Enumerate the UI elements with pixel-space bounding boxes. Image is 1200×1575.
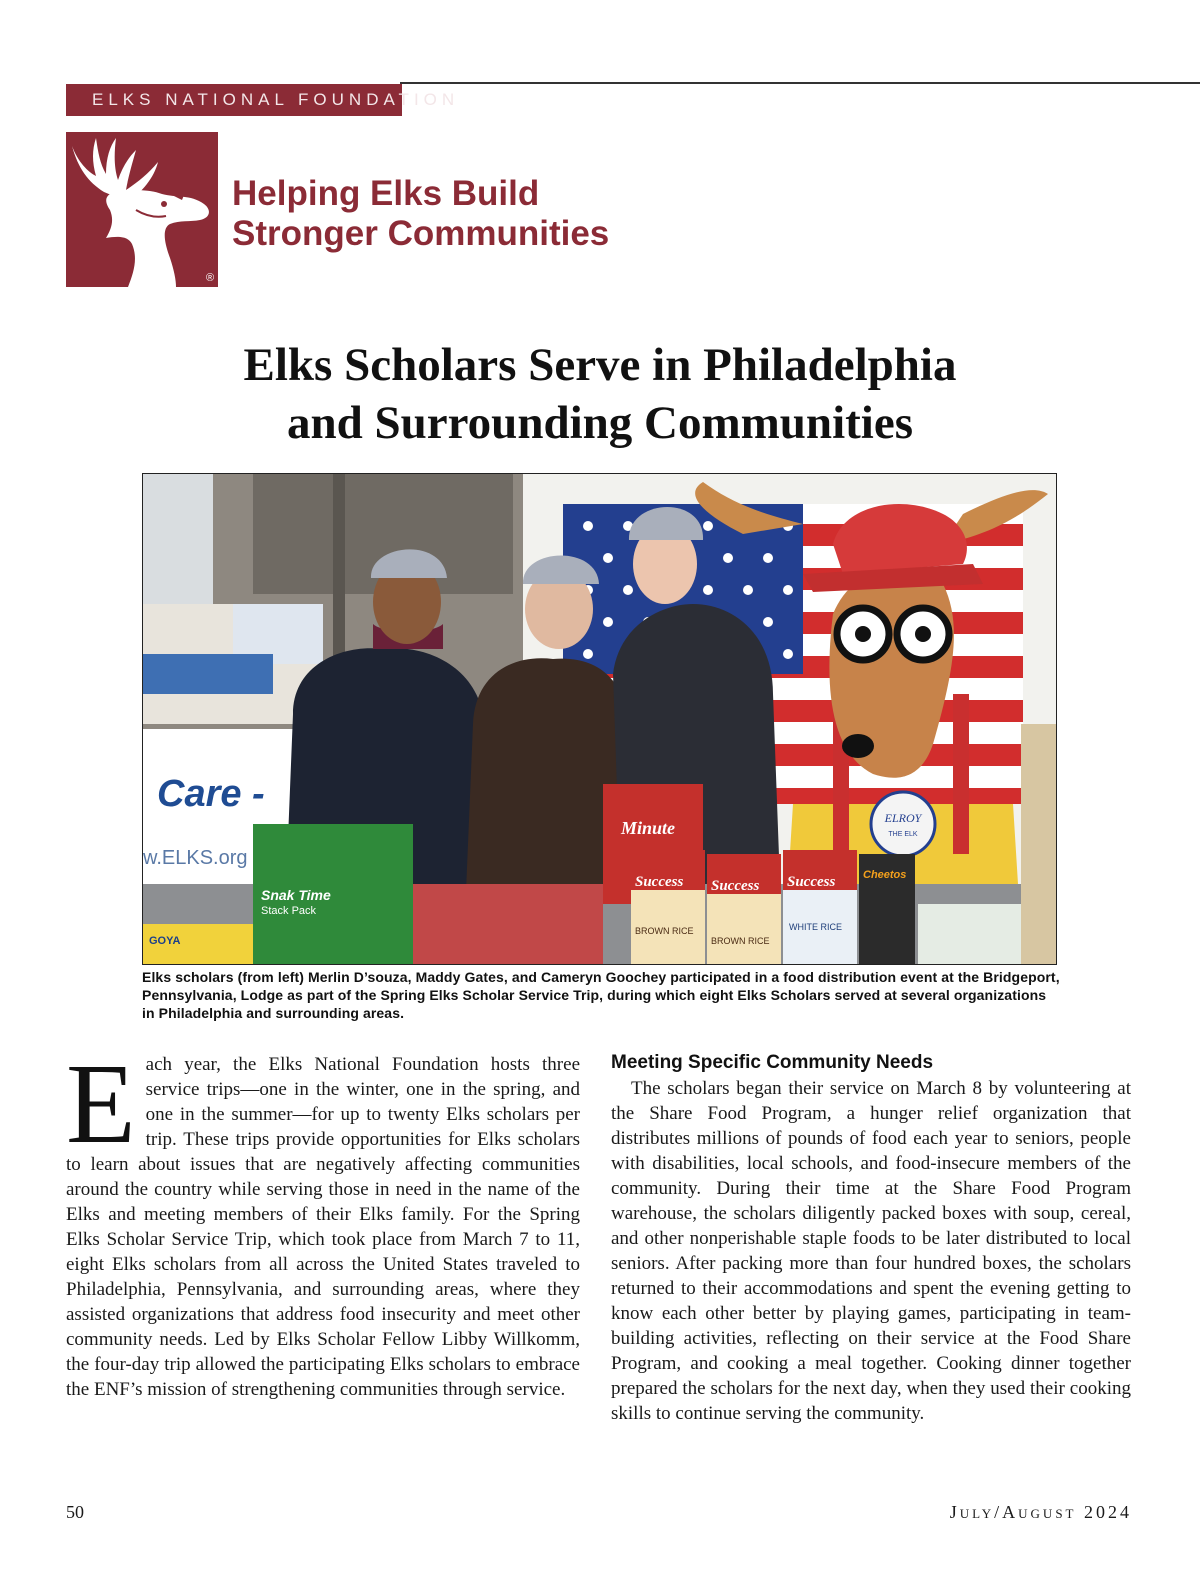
article-column-right [611,1052,1131,1426]
success-3-text: Success [787,874,836,890]
section-subhead: Meeting Specific Community Needs [611,1052,934,1073]
brown-rice-2-text: BROWN RICE [711,936,770,946]
sign-care-text: Care - [157,773,265,815]
headline-line-1: Elks Scholars Serve in Philadelphia [243,339,957,391]
headline-line-2: and Surrounding Communities [287,397,913,449]
article-paragraph-2: The scholars began their service on March 8 by volunteering at the Share Food Program, a hunger relief organization that distributes millions of pounds of food each year to seniors, people with disabilities, local schools, and food-insecure members of the community. During their time at the Share Food Program warehouse, the scholars diligently packed boxes with soup, cereal, and other nonperishable staple foods to be later distributed to local seniors. After packing more than four hundred boxes, the scholars returned to their accommodations and spent the evening getting to know each other better by playing games, participating in team-building activities, reflecting on their service at the Food Share Program, and cooking a meal together. Cooking dinner together prepared the scholars for the next day, when they used their cooking skills to continue serving the community. [611,1078,1131,1424]
sign-url-text: w.ELKS.org [143,847,248,869]
program-title-line-2: Stronger Communities [232,214,610,253]
issue-date: July/August 2024 [949,1502,1132,1522]
elroy-badge-sub: THE ELK [888,831,918,838]
white-rice-text: WHITE RICE [789,922,842,932]
minute-text: Minute [621,818,676,838]
elroy-badge-text: ELROY [884,811,922,825]
page-number: 50 [66,1502,84,1522]
program-title-line-1: Helping Elks Build [232,174,540,213]
article-headline [100,336,1100,452]
event-photo [142,473,1057,965]
brown-rice-1-text: BROWN RICE [635,926,694,936]
elk-logo-icon [66,132,218,287]
snak-time-text: Snak Time [261,887,331,903]
photo-caption: Elks scholars (from left) Merlin D’souza, Maddy Gates, and Cameryn Goochey participated in a food distribution event at the Bridgeport, Pennsylvania, Lodge as part of the Spring Elks Scholar Service Trip, during which eight Elks Scholars served at several organizations in Philadelphia and surrounding areas. [142,969,1060,1021]
cheetos-text: Cheetos [863,869,907,881]
top-rule [400,82,1200,84]
success-2-text: Success [711,878,760,894]
program-title [232,174,752,254]
goya-text: GOYA [149,935,181,947]
snak-sub-text: Stack Pack [261,905,317,917]
article-column-left [66,1040,580,1402]
registered-mark: ® [206,272,215,284]
drop-cap: E [66,1040,136,1167]
section-label: ELKS NATIONAL FOUNDATION [66,84,402,116]
success-1-text: Success [635,874,684,890]
article-paragraph-1: ach year, the Elks National Foundation hosts three service trips—one in the winter, one in the spring, and one in the summer—for up to twenty Elks scholars per trip. These trips provide opportunities for Elks scholars to learn about issues that are negatively affecting communities around the country while serving those in need in the name of the Elks and meeting members of their Elks family. For the Spring Elks Scholar Service Trip, which took place from March 7 to 11, eight Elks scholars from all across the United States traveled to Philadelphia, Pennsylvania, and surrounding areas, where they assisted organizations that address food insecurity and meet other community needs. Led by Elks Scholar Fellow Libby Willkomm, the four-day trip allowed the participating Elks scholars to embrace the ENF’s mission of strengthening communities through service. [66,1054,580,1400]
